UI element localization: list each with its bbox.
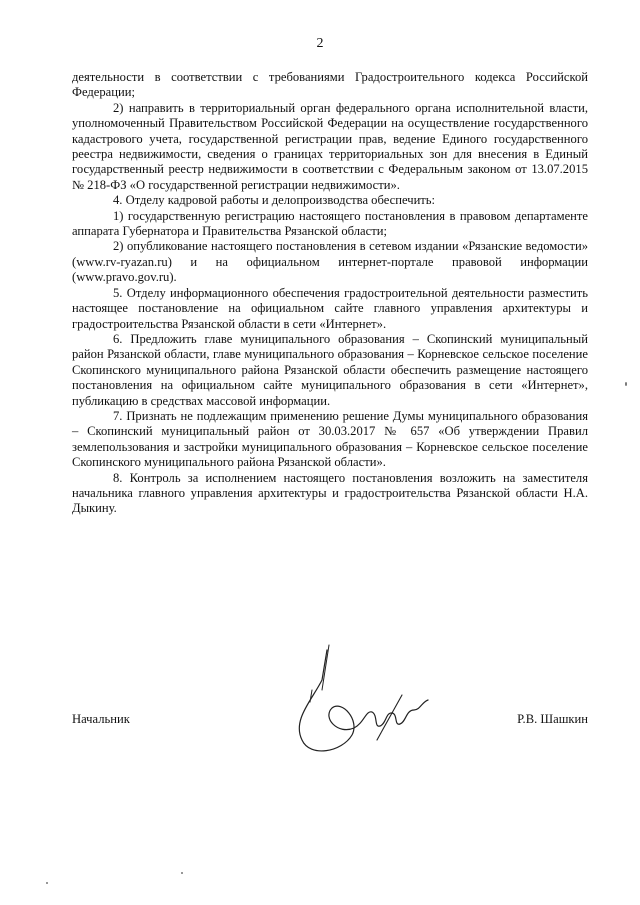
paragraph-item-8: 8. Контроль за исполнением настоящего постановления возложить на заместителя начальника главного управления архитектуры и градостроительства Рязанской области Н.А. Дыкину. — [72, 470, 588, 516]
page-number: 2 — [316, 36, 324, 51]
paragraph-item-4-2: 2) опубликование настоящего постановления в сетевом издании «Рязанские ведомости» (www.rv-ryazan.ru) и на официальном интернет-портале правовой информации (www.pravo.gov.ru). — [72, 239, 588, 285]
document-body — [72, 70, 588, 517]
scan-dot — [625, 382, 627, 386]
paragraph-item-7: 7. Признать не подлежащим применению решение Думы муниципального образования – Скопинский муниципальный район от 30.03.2017 № 657 «Об утверждении Правил землепользования и застройки муниципального образования – Корневское сельское поселение Скопинского муниципального района Рязанской области». — [72, 408, 588, 470]
signatory-name: Р.В. Шашкин — [517, 712, 588, 726]
signatory-title: Начальник — [72, 712, 130, 726]
paragraph-item-6: 6. Предложить главе муниципального образования – Скопинский муниципальный район Рязанской области, главе муниципального образования – Корневское сельское поселение Скопинского муниципального района Рязанской области обеспечить размещение настоящего постановления на официальном сайте муниципального образования в сети «Интернет», публикацию в средствах массовой информации. — [72, 331, 588, 408]
paragraph-item-4-1: 1) государственную регистрацию настоящего постановления в правовом департаменте аппарата Губернатора и Правительства Рязанской области; — [72, 208, 588, 239]
paragraph-item-4: 4. Отделу кадровой работы и делопроизводства обеспечить: — [113, 193, 436, 208]
scan-dot — [181, 872, 183, 874]
signature-block — [72, 712, 588, 736]
handwritten-signature — [282, 640, 432, 770]
paragraph-continuation: деятельности в соответствии с требованиями Градостроительного кодекса Российской Федерации; — [72, 70, 588, 100]
paragraph-item-5: 5. Отделу информационного обеспечения градостроительной деятельности разместить настоящее постановление на официальном сайте главного управления архитектуры и градостроительства Рязанской области в сети «Интернет». — [72, 285, 588, 331]
scan-dot — [46, 882, 48, 884]
paragraph-item-2-direct: 2) направить в территориальный орган федерального органа исполнительной власти, уполномоченный Правительством Российской Федерации на осуществление государственного кадастрового учета, государственной регистрации прав, ведение Единого государственного реестра недвижимости, сведения о границах территориальных зон для внесения в Единый государственный реестр недвижимости в соответствии с Федеральным законом от 13.07.2015 № 218-ФЗ «О государственной регистрации недвижимости». — [72, 100, 588, 192]
